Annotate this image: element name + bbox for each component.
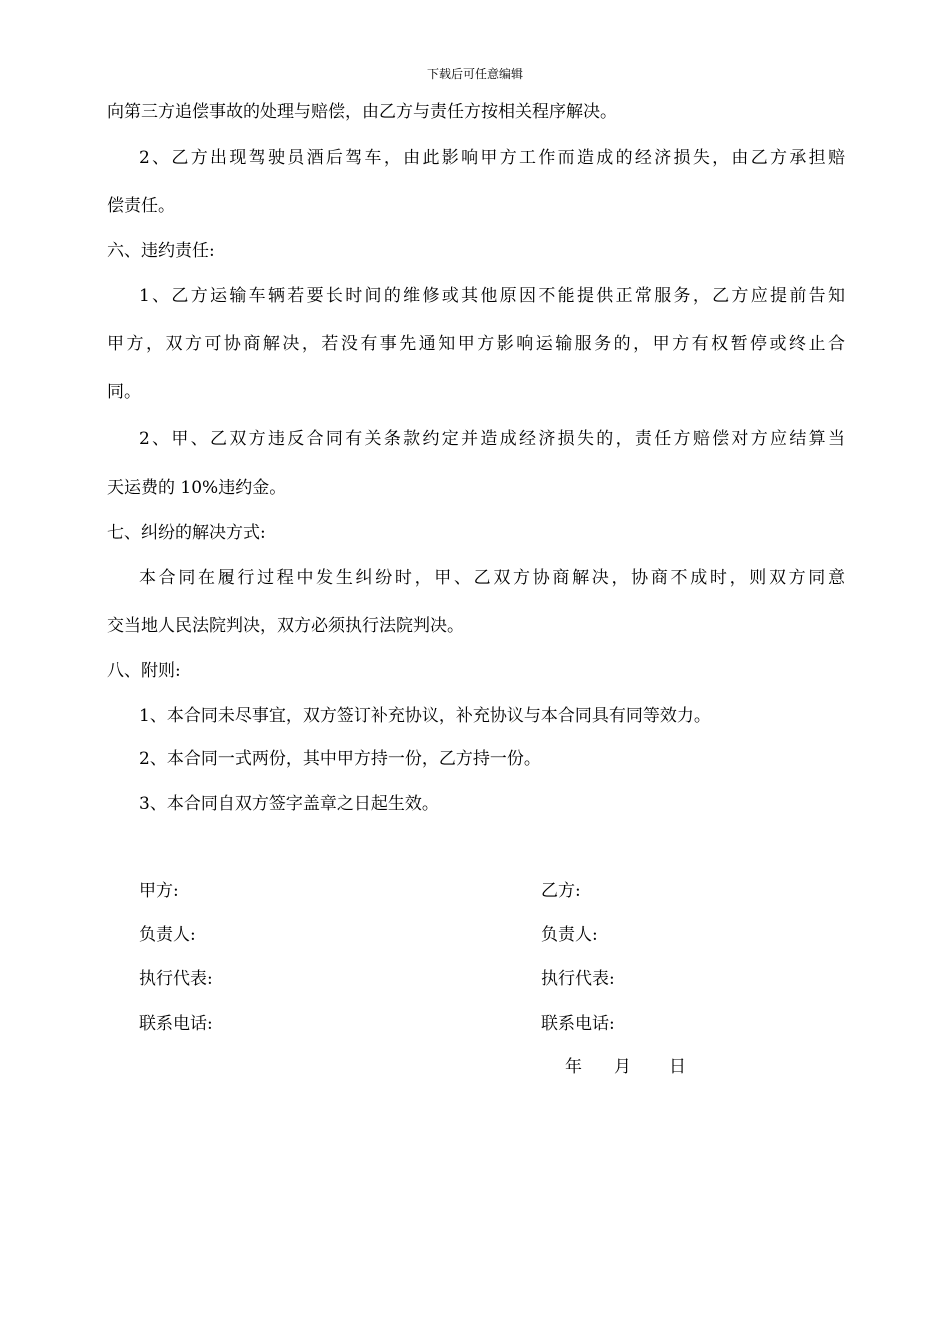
paragraph-line: 天运费的 10%违约金。: [107, 478, 287, 498]
party-a-label: 甲方:: [139, 881, 179, 901]
paragraph-line: 3、本合同自双方签字盖章之日起生效。: [139, 794, 439, 814]
paragraph-line: 同。: [107, 382, 141, 402]
paragraph-line: 交当地人民法院判决，双方必须执行法院判决。: [107, 616, 464, 636]
date-month: 月: [614, 1057, 631, 1077]
section-heading: 六、违约责任:: [107, 241, 215, 261]
party-b-responsible: 负责人:: [541, 925, 598, 945]
date-day: 日: [669, 1057, 686, 1077]
date-year: 年: [565, 1057, 582, 1077]
party-a-representative: 执行代表:: [139, 969, 213, 989]
party-b-phone: 联系电话:: [541, 1014, 615, 1034]
paragraph-line: 2、甲、乙双方违反合同有关条款约定并造成经济损失的，责任方赔偿对方应结算当: [139, 429, 845, 449]
party-b-representative: 执行代表:: [541, 969, 615, 989]
paragraph-line: 偿责任。: [107, 196, 175, 216]
party-a-phone: 联系电话:: [139, 1014, 213, 1034]
page-header: 下载后可任意编辑: [426, 67, 523, 81]
party-b-label: 乙方:: [541, 881, 581, 901]
party-a-responsible: 负责人:: [139, 925, 196, 945]
paragraph-line: 本合同在履行过程中发生纠纷时，甲、乙双方协商解决，协商不成时，则双方同意: [139, 568, 845, 588]
paragraph-line: 1、本合同未尽事宜，双方签订补充协议，补充协议与本合同具有同等效力。: [139, 706, 711, 726]
section-heading: 八、附则:: [107, 661, 181, 681]
paragraph-line: 2、乙方出现驾驶员酒后驾车，由此影响甲方工作而造成的经济损失，由乙方承担赔: [139, 148, 845, 168]
paragraph-line: 2、本合同一式两份，其中甲方持一份，乙方持一份。: [139, 749, 541, 769]
section-heading: 七、纠纷的解决方式:: [107, 523, 266, 543]
paragraph-line: 向第三方追偿事故的处理与赔偿，由乙方与责任方按相关程序解决。: [107, 102, 617, 122]
paragraph-line: 甲方，双方可协商解决，若没有事先通知甲方影响运输服务的，甲方有权暂停或终止合: [107, 334, 845, 354]
paragraph-line: 1、乙方运输车辆若要长时间的维修或其他原因不能提供正常服务，乙方应提前告知: [139, 286, 845, 306]
